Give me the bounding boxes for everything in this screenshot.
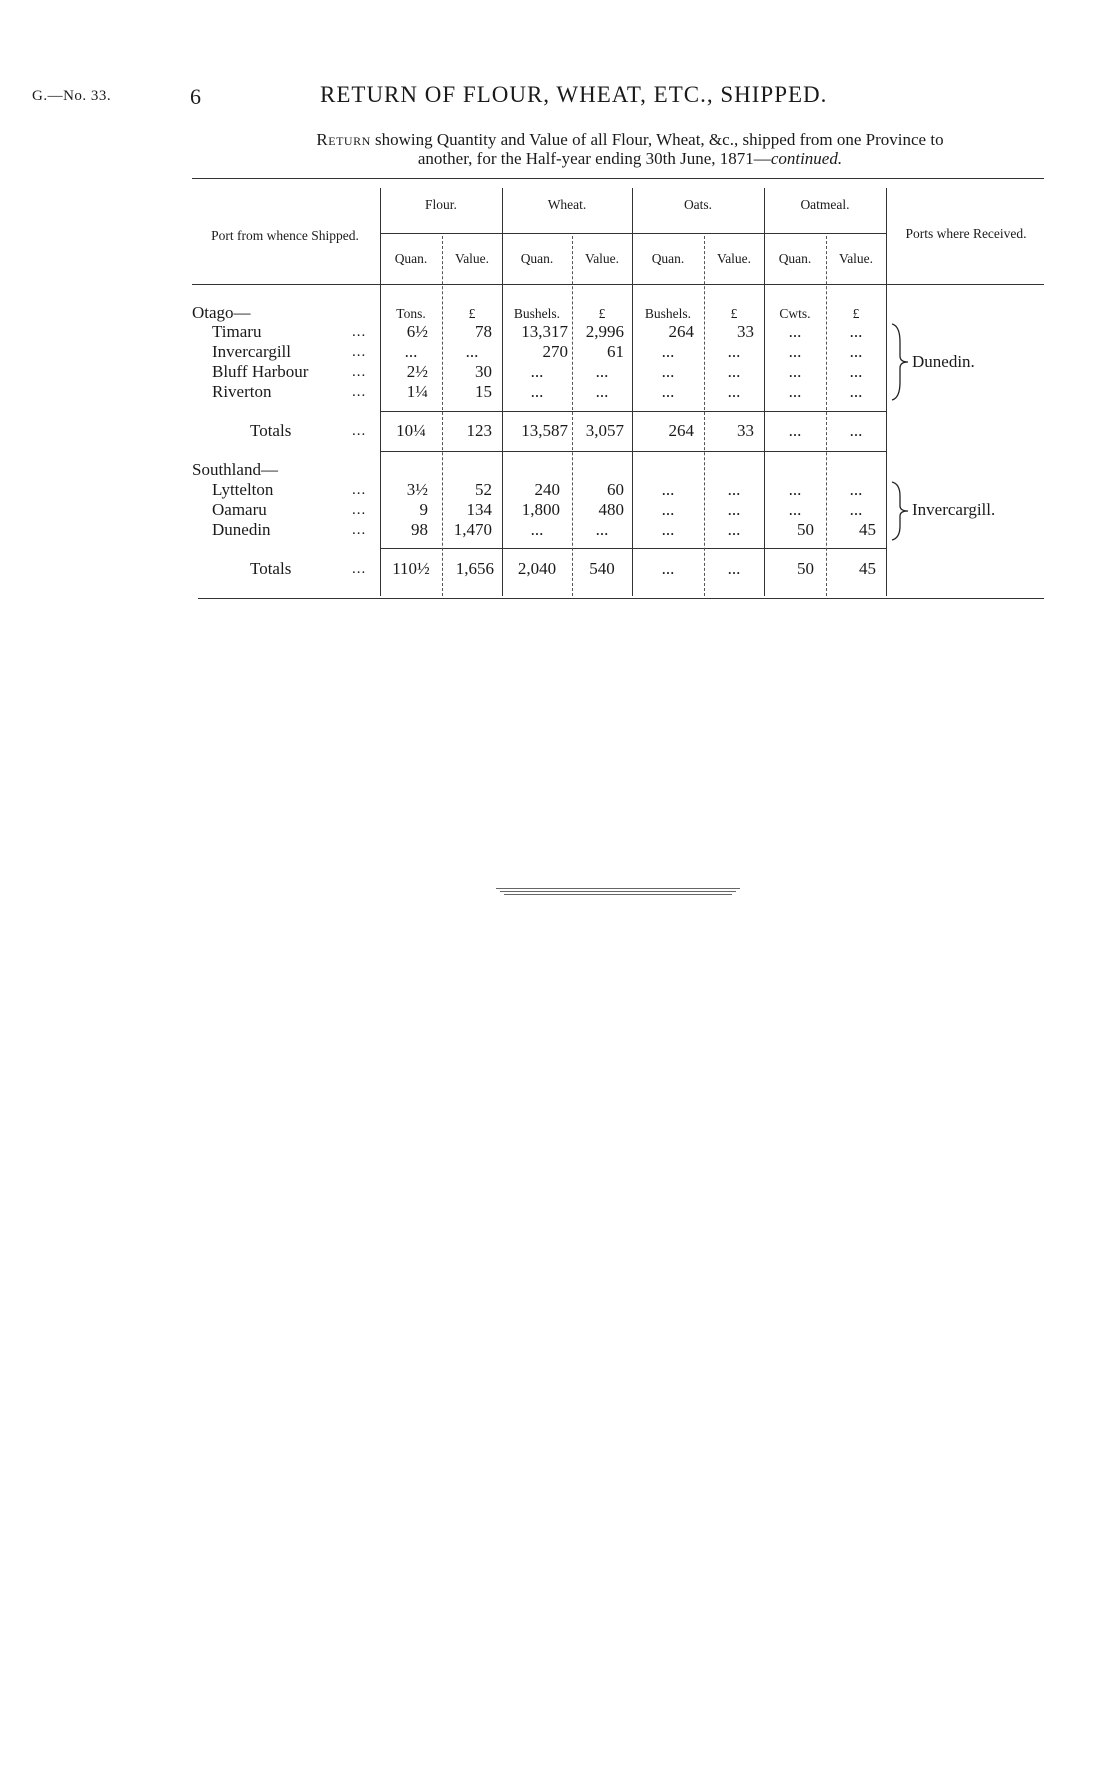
leader-dots: ...	[352, 324, 367, 340]
table-cell: 50	[797, 520, 814, 539]
total-cell: 13,587	[521, 421, 568, 440]
table-cell: ...	[661, 500, 675, 519]
subhead-oatmeal-quan: Quan.	[778, 251, 812, 266]
table-cell: ...	[595, 362, 609, 381]
table-cell: ...	[849, 480, 863, 499]
table-bottom-rule	[198, 598, 1044, 599]
port-header: Port from whence Shipped.	[211, 228, 359, 243]
unit-oats-value: £	[730, 306, 738, 321]
table-cell: 60	[607, 480, 624, 499]
table-cell: 30	[475, 362, 492, 381]
unit-oatmeal-value: £	[852, 306, 860, 321]
oats-divider	[704, 236, 705, 596]
port-name: Riverton	[212, 382, 272, 401]
table-cell: 78	[475, 322, 492, 341]
brace-icon	[890, 322, 910, 402]
end-rule	[496, 888, 740, 889]
total-cell: 50	[797, 559, 814, 578]
totals-label: Totals	[250, 421, 292, 440]
table-cell: 33	[737, 322, 754, 341]
subhead-oatmeal-value: Value.	[838, 251, 874, 266]
leader-dots: ...	[352, 502, 367, 518]
leader-dots: ...	[352, 561, 367, 577]
section-label-southland: Southland—	[192, 460, 278, 479]
table-cell: ...	[727, 500, 741, 519]
total-cell: ...	[727, 559, 741, 578]
port-name: Lyttelton	[212, 480, 274, 499]
col-line-oatmeal	[886, 188, 887, 596]
unit-flour-value: £	[468, 306, 476, 321]
total-cell: 1,656	[455, 559, 494, 578]
table-cell: ...	[727, 480, 741, 499]
table-cell: ...	[661, 520, 675, 539]
table-cell: ...	[849, 322, 863, 341]
table-cell: 15	[475, 382, 492, 401]
table-cell: ...	[661, 480, 675, 499]
table-cell: 480	[598, 500, 624, 519]
table-cell: 264	[668, 322, 694, 341]
table-cell: ...	[849, 382, 863, 401]
table-cell: ...	[404, 342, 418, 361]
table-cell: ...	[661, 382, 675, 401]
unit-oats-quan: Bushels.	[644, 306, 692, 321]
table-cell: 1,800	[521, 500, 560, 519]
table-cell: ...	[530, 520, 544, 539]
unit-wheat-quan: Bushels.	[513, 306, 561, 321]
table-cell: 1,470	[453, 520, 492, 539]
received-header: Ports where Received.	[905, 226, 1027, 241]
wheat-divider	[572, 236, 573, 596]
caption-line2: another, for the Half-year ending 30th June, 1871—	[417, 149, 771, 168]
group-underline	[380, 233, 886, 234]
leader-dots: ...	[352, 364, 367, 380]
table-cell: 61	[607, 342, 624, 361]
table-cell: 9	[419, 500, 428, 519]
leader-dots: ...	[352, 423, 367, 439]
table-cell: ...	[849, 500, 863, 519]
total-cell: 45	[859, 559, 876, 578]
unit-wheat-value: £	[598, 306, 606, 321]
table-cell: ...	[727, 362, 741, 381]
page-reference: G.—No. 33.	[32, 88, 112, 104]
oatmeal-divider	[826, 236, 827, 596]
port-name: Invercargill	[212, 342, 291, 361]
caption-lead: Return	[316, 130, 371, 149]
table-cell: 134	[466, 500, 492, 519]
page-title: RETURN OF FLOUR, WHEAT, ETC., SHIPPED.	[320, 82, 828, 107]
table-cell: ...	[849, 342, 863, 361]
leader-dots: ...	[352, 482, 367, 498]
group-header-flour: Flour.	[425, 197, 457, 212]
total-cell: 10¼	[396, 421, 426, 440]
section-label-otago: Otago—	[192, 303, 251, 322]
table-cell: ...	[849, 362, 863, 381]
leader-dots: ...	[352, 384, 367, 400]
total-cell: 2,040	[517, 559, 557, 578]
table-cell: ...	[788, 342, 802, 361]
port-name: Timaru	[212, 322, 262, 341]
table-cell: 2½	[406, 362, 428, 381]
destination-invercargill: Invercargill.	[912, 500, 996, 519]
subhead-flour-quan: Quan.	[394, 251, 428, 266]
table-cell: 240	[534, 480, 560, 499]
page-number: 6	[190, 84, 201, 109]
otago-total-top-rule	[380, 411, 886, 412]
table-cell: ...	[727, 520, 741, 539]
total-cell: 110½	[392, 559, 430, 578]
totals-label: Totals	[250, 559, 292, 578]
table-cell: ...	[595, 382, 609, 401]
table-cell: 6½	[406, 322, 428, 341]
table-cell: ...	[788, 362, 802, 381]
unit-oatmeal-quan: Cwts.	[779, 306, 811, 321]
port-name: Dunedin	[212, 520, 271, 539]
table-cell: ...	[788, 500, 802, 519]
table-cell: ...	[661, 342, 675, 361]
otago-total-bottom-rule	[380, 451, 886, 452]
table-cell: 3½	[406, 480, 428, 499]
table-cell: ...	[727, 382, 741, 401]
table-cell: 13,317	[521, 322, 568, 341]
subhead-oats-value: Value.	[716, 251, 752, 266]
total-cell: 540	[589, 559, 615, 578]
table-cell: 98	[411, 520, 428, 539]
total-cell: ...	[788, 421, 802, 440]
destination-dunedin: Dunedin.	[912, 352, 975, 371]
table-cell: ...	[465, 342, 479, 361]
end-rule	[504, 894, 732, 895]
port-name: Bluff Harbour	[212, 362, 309, 381]
table-cell: ...	[530, 382, 544, 401]
subhead-flour-value: Value.	[454, 251, 490, 266]
table-cell: ...	[530, 362, 544, 381]
total-cell: 3,057	[585, 421, 624, 440]
caption-line1: showing Quantity and Value of all Flour, Wheat, &c., shipped from one Province to	[375, 130, 944, 149]
table-cell: 2,996	[585, 322, 624, 341]
group-header-wheat: Wheat.	[547, 197, 587, 212]
table-cell: ...	[788, 322, 802, 341]
flour-divider	[442, 236, 443, 596]
table-cell: ...	[727, 342, 741, 361]
caption-suffix: continued.	[770, 149, 843, 168]
table-cell: 270	[542, 342, 568, 361]
table-cell: ...	[661, 362, 675, 381]
table-cell: 1¼	[406, 382, 428, 401]
total-cell: 123	[466, 421, 492, 440]
subhead-wheat-quan: Quan.	[520, 251, 554, 266]
leader-dots: ...	[352, 522, 367, 538]
brace-icon	[890, 480, 910, 542]
leader-dots: ...	[352, 344, 367, 360]
total-cell: 33	[737, 421, 754, 440]
table-cell: 52	[475, 480, 492, 499]
port-name: Oamaru	[212, 500, 267, 519]
unit-flour-quan: Tons.	[396, 306, 426, 321]
group-header-oats: Oats.	[683, 197, 713, 212]
group-header-oatmeal: Oatmeal.	[800, 197, 850, 212]
end-rule	[500, 891, 736, 892]
table-top-rule	[192, 178, 1044, 179]
total-cell: 264	[668, 421, 694, 440]
header-bottom-rule	[192, 284, 1044, 285]
table-cell: ...	[595, 520, 609, 539]
southland-total-top-rule	[380, 548, 886, 549]
total-cell: ...	[849, 421, 863, 440]
table-cell: 45	[859, 520, 876, 539]
subhead-oats-quan: Quan.	[651, 251, 685, 266]
total-cell: ...	[661, 559, 675, 578]
table-caption	[190, 130, 1070, 168]
table-cell: ...	[788, 480, 802, 499]
table-cell: ...	[788, 382, 802, 401]
subhead-wheat-value: Value.	[584, 251, 620, 266]
